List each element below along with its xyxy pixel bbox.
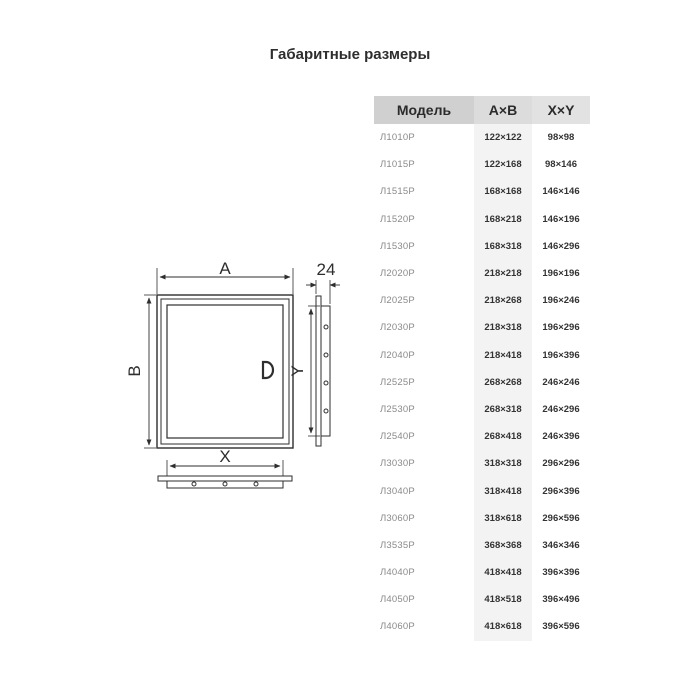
table-row <box>374 505 590 532</box>
xy-cell: 346×346 <box>542 539 580 551</box>
header-model: Модель <box>374 96 474 124</box>
xy-cell: 98×146 <box>545 159 577 171</box>
ab-cell: 218×218 <box>474 260 532 287</box>
table-row <box>374 124 590 151</box>
header-xy: X×Y <box>532 96 590 124</box>
model-cell: Л3030Р <box>380 458 415 470</box>
xy-cell: 246×246 <box>542 376 580 388</box>
xy-cell: 396×396 <box>542 567 580 579</box>
ab-cell: 268×268 <box>474 369 532 396</box>
ab-cell: 318×318 <box>474 450 532 477</box>
model-cell: Л2025Р <box>380 295 415 307</box>
sizes-table <box>374 96 590 641</box>
table-row <box>374 206 590 233</box>
dimension-x <box>167 447 283 476</box>
model-cell: Л3060Р <box>380 512 415 524</box>
model-cell: Л1010Р <box>380 132 415 144</box>
ab-cell: 418×518 <box>474 586 532 613</box>
table-row <box>374 559 590 586</box>
label-depth: 24 <box>316 260 336 279</box>
model-cell: Л1015Р <box>380 159 415 171</box>
ab-cell: 218×418 <box>474 342 532 369</box>
xy-cell: 396×596 <box>542 621 580 633</box>
door-panel <box>167 305 283 438</box>
side-profile-view <box>316 296 330 446</box>
ab-cell: 122×168 <box>474 151 532 178</box>
xy-cell: 196×396 <box>542 349 580 361</box>
page-title: Габаритные размеры <box>269 46 431 63</box>
front-view <box>157 295 293 448</box>
xy-cell: 296×296 <box>542 458 580 470</box>
dimension-depth <box>306 260 340 304</box>
ab-cell: 318×618 <box>474 505 532 532</box>
ab-cell: 168×168 <box>474 178 532 205</box>
label-a: A <box>219 259 231 278</box>
table-row <box>374 477 590 504</box>
xy-cell: 246×296 <box>542 403 580 415</box>
model-cell: Л2540Р <box>380 431 415 443</box>
table-row <box>374 342 590 369</box>
table-row <box>374 369 590 396</box>
table-row <box>374 396 590 423</box>
xy-cell: 146×196 <box>542 213 580 225</box>
xy-cell: 296×396 <box>542 485 580 497</box>
model-cell: Л1520Р <box>380 213 415 225</box>
ab-cell: 168×218 <box>474 206 532 233</box>
dimension-b <box>125 295 156 448</box>
ab-cell: 218×268 <box>474 287 532 314</box>
xy-cell: 396×496 <box>542 594 580 606</box>
model-cell: Л3040Р <box>380 485 415 497</box>
ab-cell: 368×368 <box>474 532 532 559</box>
ab-cell: 268×318 <box>474 396 532 423</box>
xy-cell: 146×296 <box>542 240 580 252</box>
xy-cell: 296×596 <box>542 512 580 524</box>
model-cell: Л2530Р <box>380 403 415 415</box>
xy-cell: 146×146 <box>542 186 580 198</box>
xy-cell: 196×196 <box>542 268 580 280</box>
label-x: X <box>219 447 231 466</box>
header-ab: A×B <box>474 96 532 124</box>
model-cell: Л2030Р <box>380 322 415 334</box>
ab-cell: 268×418 <box>474 423 532 450</box>
xy-cell: 246×396 <box>542 431 580 443</box>
model-cell: Л4060Р <box>380 621 415 633</box>
ab-cell: 418×618 <box>474 613 532 640</box>
model-cell: Л1530Р <box>380 240 415 252</box>
model-cell: Л2020Р <box>380 268 415 280</box>
table-row <box>374 287 590 314</box>
xy-cell: 196×296 <box>542 322 580 334</box>
xy-cell: 98×98 <box>547 132 575 144</box>
label-y: Y <box>288 365 307 377</box>
ab-cell: 168×318 <box>474 233 532 260</box>
table-row <box>374 423 590 450</box>
model-cell: Л2040Р <box>380 349 415 361</box>
ab-cell: 418×418 <box>474 559 532 586</box>
dimension-a <box>157 259 293 294</box>
table-row <box>374 586 590 613</box>
ab-cell: 122×122 <box>474 124 532 151</box>
table-row <box>374 260 590 287</box>
model-cell: Л2525Р <box>380 376 415 388</box>
table-row <box>374 532 590 559</box>
model-cell: Л4050Р <box>380 594 415 606</box>
label-b: B <box>125 365 144 377</box>
ab-cell: 318×418 <box>474 477 532 504</box>
table-row <box>374 233 590 260</box>
bottom-profile-view <box>158 476 292 488</box>
model-cell: Л4040Р <box>380 567 415 579</box>
model-cell: Л3535Р <box>380 539 415 551</box>
table-row <box>374 151 590 178</box>
model-cell: Л1515Р <box>380 186 415 198</box>
table-row <box>374 178 590 205</box>
table-header-row <box>374 96 590 124</box>
table-row <box>374 314 590 341</box>
ab-cell: 218×318 <box>474 314 532 341</box>
table-row <box>374 450 590 477</box>
table-row <box>374 613 590 640</box>
xy-cell: 196×246 <box>542 295 580 307</box>
